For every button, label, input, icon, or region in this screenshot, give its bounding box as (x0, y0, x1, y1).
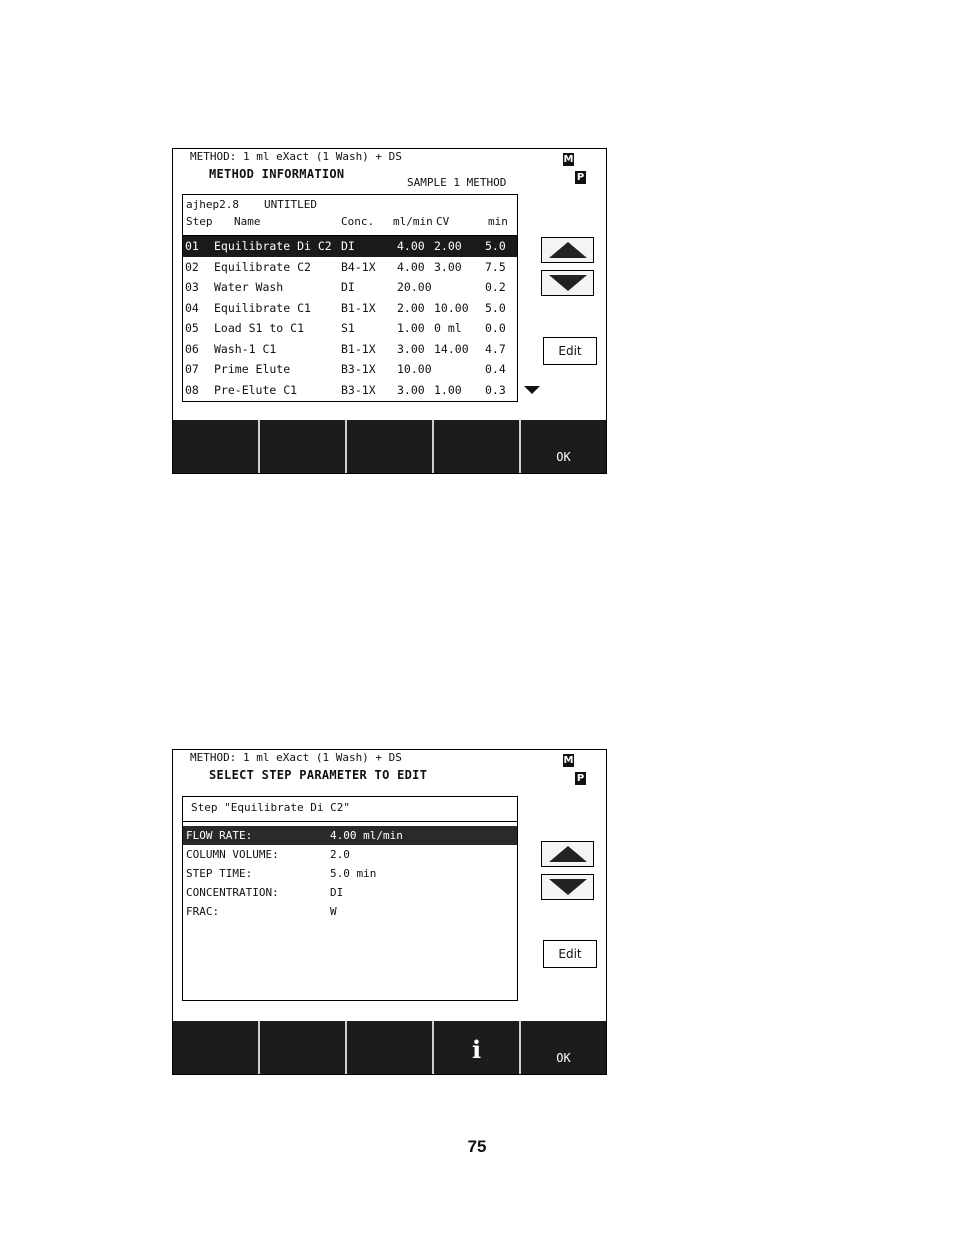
scroll-up-button[interactable] (541, 841, 594, 867)
step-name: Equilibrate Di C2 (214, 239, 332, 253)
step-flow: 2.00 (397, 300, 425, 315)
method-id: ajhep2.8 (186, 198, 239, 211)
col-conc: Conc. (341, 215, 375, 228)
step-conc: DI (341, 239, 355, 253)
step-number: 08 (185, 382, 199, 397)
parameter-label: COLUMN VOLUME: (186, 848, 279, 861)
parameter-row[interactable] (183, 902, 517, 921)
table-row[interactable] (183, 318, 517, 339)
parameter-value: 4.00 ml/min (330, 829, 403, 842)
step-cv: 0 ml (434, 321, 462, 335)
step-name: Equilibrate C1 (214, 300, 311, 315)
parameter-value: W (330, 905, 337, 918)
select-step-parameter-screen (172, 749, 607, 1075)
step-min: 0.4 (485, 362, 506, 376)
step-conc: B1-1X (341, 300, 376, 315)
col-step: Step (186, 215, 213, 228)
method-name: UNTITLED (264, 198, 317, 211)
step-cv: 10.00 (434, 300, 469, 315)
step-cv: 14.00 (434, 341, 469, 356)
step-conc: S1 (341, 321, 355, 335)
step-cv: 1.00 (434, 382, 462, 397)
step-name: Water Wash (214, 280, 284, 294)
screen-title: SELECT STEP PARAMETER TO EDIT (209, 768, 428, 782)
step-number: 07 (185, 362, 199, 376)
step-conc: B1-1X (341, 341, 376, 356)
m-badge-icon: M (563, 154, 574, 165)
info-icon: i (471, 1035, 482, 1064)
table-row[interactable] (183, 339, 517, 360)
parameter-row[interactable] (183, 864, 517, 883)
step-conc: B3-1X (341, 382, 376, 397)
col-min: min (488, 215, 508, 228)
step-flow: 3.00 (397, 382, 425, 397)
step-title: Step "Equilibrate Di C2" (183, 797, 517, 822)
step-flow: 20.00 (397, 280, 432, 294)
step-min: 0.0 (485, 321, 506, 335)
up-arrow-icon (549, 846, 587, 862)
parameter-value: 2.0 (330, 848, 350, 861)
step-conc: B3-1X (341, 362, 376, 376)
softkey-1[interactable] (173, 420, 260, 473)
step-number: 01 (185, 239, 199, 253)
step-flow: 4.00 (397, 259, 425, 274)
ok-button[interactable] (521, 1021, 606, 1074)
softkey-3[interactable] (347, 420, 434, 473)
ok-label: OK (556, 450, 571, 464)
parameter-label: FRAC: (186, 905, 220, 918)
edit-button[interactable]: Edit (543, 940, 597, 968)
parameter-label: STEP TIME: (186, 867, 253, 880)
step-flow: 4.00 (397, 239, 425, 253)
ok-label: OK (556, 1051, 571, 1065)
softkey-3[interactable] (347, 1021, 434, 1074)
softkey-4[interactable] (434, 420, 521, 473)
step-name: Prime Elute (214, 362, 291, 376)
softkey-bar (173, 420, 606, 473)
p-badge-icon: P (576, 773, 585, 784)
step-min: 0.2 (485, 280, 506, 294)
col-cv: CV (436, 215, 450, 228)
softkey-bar (173, 1021, 606, 1074)
step-number: 04 (185, 300, 199, 315)
step-number: 05 (185, 321, 199, 335)
method-label: METHOD: 1 ml eXact (1 Wash) + DS (190, 751, 402, 764)
method-label: METHOD: 1 ml eXact (1 Wash) + DS (190, 150, 402, 163)
parameter-row[interactable] (183, 826, 517, 845)
step-cv: 2.00 (434, 239, 462, 253)
table-row[interactable] (183, 298, 517, 319)
more-rows-down-icon (524, 386, 540, 394)
table-row[interactable] (183, 380, 517, 401)
m-badge-icon: M (563, 755, 574, 766)
step-conc: DI (341, 280, 355, 294)
softkey-2[interactable] (260, 1021, 347, 1074)
info-button[interactable] (434, 1021, 521, 1074)
step-name: Pre-Elute C1 (214, 382, 298, 397)
step-min: 5.0 (485, 300, 506, 315)
table-row[interactable] (183, 236, 517, 257)
parameter-label: FLOW RATE: (186, 829, 253, 842)
method-steps-list[interactable] (182, 194, 518, 402)
scroll-down-button[interactable] (541, 874, 594, 900)
step-number: 02 (185, 259, 199, 274)
parameter-row[interactable] (183, 883, 517, 902)
parameter-row[interactable] (183, 845, 517, 864)
step-conc: B4-1X (341, 259, 376, 274)
col-ml-min: ml/min (393, 215, 433, 228)
step-number: 06 (185, 341, 199, 356)
step-name: Equilibrate C2 (214, 259, 311, 274)
parameter-label: CONCENTRATION: (186, 886, 279, 899)
step-flow: 3.00 (397, 341, 425, 356)
step-flow: 1.00 (397, 321, 425, 335)
sample-method-label: SAMPLE 1 METHOD (407, 176, 507, 189)
parameter-value: DI (330, 886, 344, 899)
step-min: 7.5 (485, 259, 506, 274)
p-badge-icon: P (576, 172, 585, 183)
scroll-up-button[interactable] (541, 237, 594, 263)
down-arrow-icon (549, 879, 587, 895)
down-arrow-icon (549, 275, 587, 291)
screen-title: METHOD INFORMATION (209, 167, 345, 181)
step-min: 0.3 (485, 382, 506, 397)
list-header (183, 195, 517, 236)
step-cv: 3.00 (434, 259, 462, 274)
table-row[interactable] (183, 359, 517, 380)
ok-button[interactable] (521, 420, 606, 473)
softkey-2[interactable] (260, 420, 347, 473)
step-number: 03 (185, 280, 199, 294)
step-min: 4.7 (485, 341, 506, 356)
step-name: Load S1 to C1 (214, 321, 305, 335)
method-information-screen (172, 148, 607, 474)
up-arrow-icon (549, 242, 587, 258)
table-row[interactable] (183, 257, 517, 278)
edit-button[interactable]: Edit (543, 337, 597, 365)
scroll-down-button[interactable] (541, 270, 594, 296)
step-flow: 10.00 (397, 362, 432, 376)
softkey-1[interactable] (173, 1021, 260, 1074)
page-number: 75 (467, 1137, 487, 1156)
table-row[interactable] (183, 277, 517, 298)
step-name: Wash-1 C1 (214, 341, 277, 356)
col-name: Name (234, 215, 261, 228)
parameter-value: 5.0 min (330, 867, 377, 880)
step-parameter-list[interactable] (182, 796, 518, 1001)
step-min: 5.0 (485, 239, 506, 253)
